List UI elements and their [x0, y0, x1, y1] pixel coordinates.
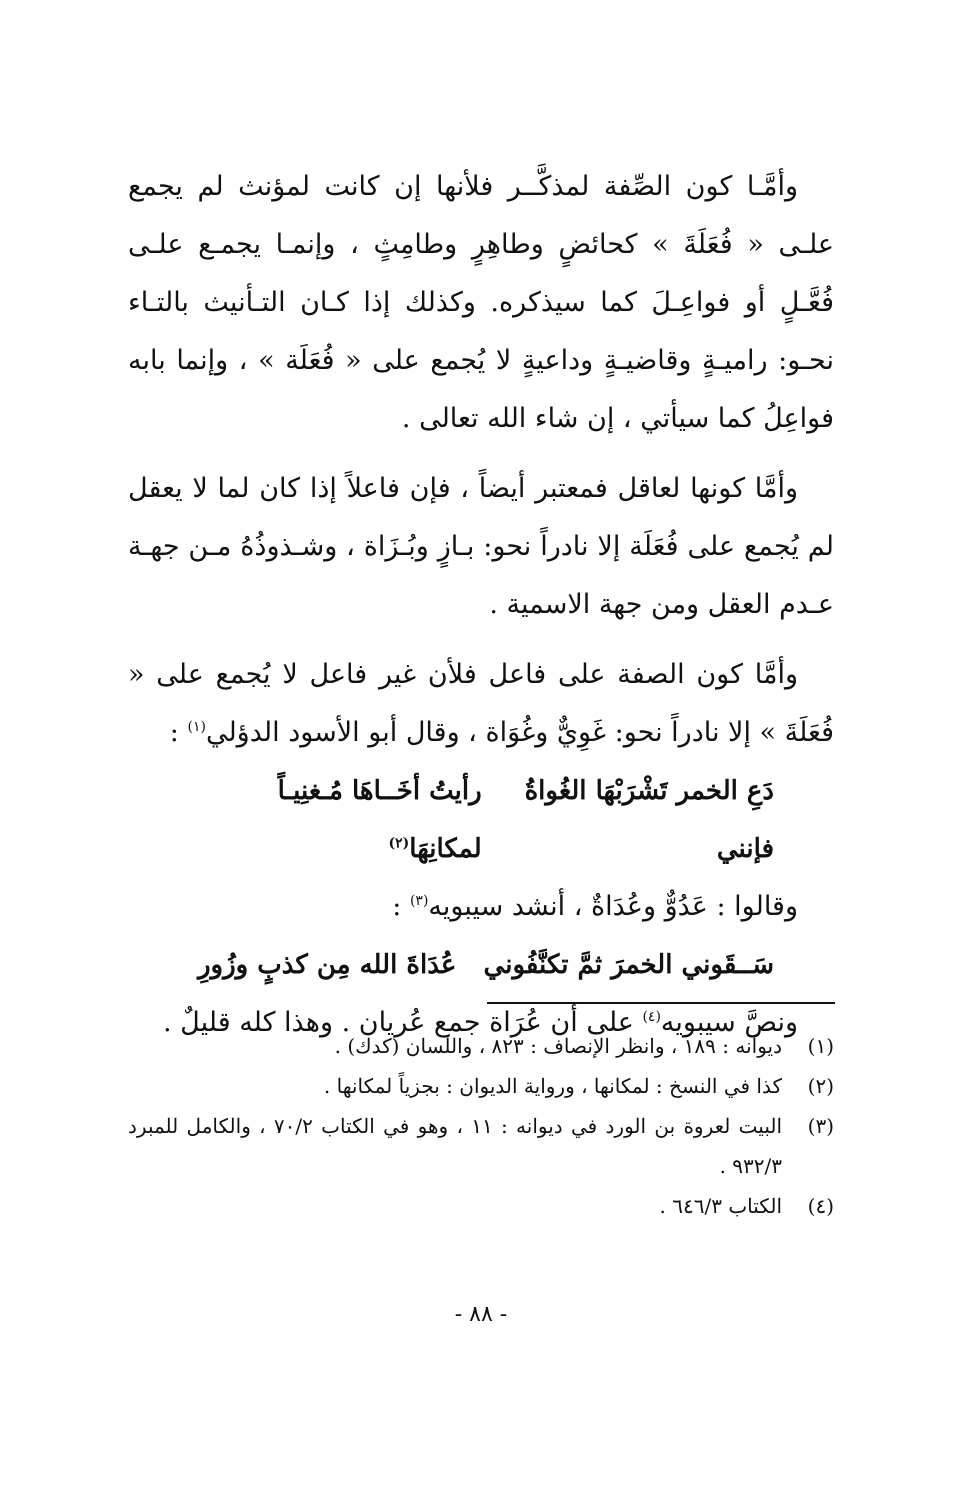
paragraph-3-end: :	[169, 717, 188, 748]
footnote-divider	[487, 1002, 835, 1004]
footnote-number: (٢)	[807, 1074, 834, 1098]
footnote-ref: (١)	[187, 719, 206, 735]
verse-1-second-hemistich	[198, 762, 482, 878]
footnote-number: (٣)	[807, 1114, 834, 1138]
footnote-text: البيت لعروة بن الورد في ديوانه : ١١ ، وهو في الكتاب ٧٠/٢ ، والكامل للمبرد ٩٣٢/٣ .	[128, 1114, 783, 1178]
main-text	[128, 158, 834, 1052]
quote-intro-line	[128, 878, 834, 936]
footnote-text: الكتاب ٦٤٦/٣ .	[659, 1194, 782, 1218]
footnote-text: ديوانه : ١٨٩ ، وانظر الإنصاف : ٨٢٣ ، واللسان (كدك) .	[334, 1034, 782, 1058]
verse-2-first-hemistich: سَــقَوني الخمرَ ثمَّ تكنَّفُوني	[483, 950, 774, 980]
paragraph-3-text: وأمَّا كون الصفة على فاعل فلأن غير فاعل لا يُجمع على « فُعَلَةَ » إلا نادراً نحو: غَوِيٌّ وغُوَاة ، وقال أبو الأسود الدؤلي	[128, 659, 834, 748]
paragraph-1: وأمَّـا كون الصِّفة لمذكَّــر فلأنها إن كانت لمؤنث لم يجمع علـى « فُعَلَةَ » كحائضٍ وطاهِرٍ وطامِثٍ ، وإنمـا يجمـع علـى فُعَّـلٍ أو فواعِـلَ كما سيذكره. وكذلك إذا كـان التـأنيث بالتـاء نحـو: راميـةٍ وقاضيـةٍ وداعيةٍ لا يُجمع على « فُعَلَة » ، وإنما بابه فواعِلُ كما سيأتي ، إن شاء الله تعالى .	[128, 171, 834, 434]
quote-intro-end: :	[392, 891, 410, 922]
footnote-1	[128, 1026, 834, 1066]
verse-1	[198, 762, 774, 878]
page-number: - ٨٨ -	[454, 1302, 508, 1327]
verse-2	[198, 936, 774, 994]
footnote-ref: (٢)	[388, 835, 410, 852]
closing-text-a: ونصَّ سيبويه	[660, 1007, 798, 1038]
footnote-number: (٤)	[807, 1194, 834, 1218]
paragraph-3	[128, 646, 834, 762]
verse-2-second-hemistich: عُدَاةَ الله مِن كذبٍ وزُورِ	[198, 950, 457, 980]
footnote-text: كذا في النسخ : لمكانها ، ورواية الديوان : بجزياً لمكانها .	[323, 1074, 782, 1098]
footnote-ref: (٤)	[642, 1009, 661, 1025]
footnote-number: (١)	[807, 1034, 834, 1058]
footnote-4	[128, 1186, 834, 1226]
paragraph-2: وأمَّا كونها لعاقل فمعتبر أيضاً ، فإن فاعلاً إذا كان لما لا يعقل لم يُجمع على فُعَلَة إلا نادراً نحو: بـازٍ وبُـزَاة ، وشـذوذُهُ مـن جهـة عـدم العقل ومن جهة الاسمية .	[128, 473, 834, 620]
footnotes	[128, 1026, 834, 1226]
footnote-3	[128, 1106, 834, 1186]
verse-1-first-hemistich: دَعِ الخمر تَشْرَبْهَا الغُواةُ فإنني	[524, 776, 774, 864]
verse-1-second-text: رأيتُ أخَــاهَا مُـغنِيـاً لمكانِهَا	[277, 776, 482, 864]
footnote-ref: (٣)	[409, 893, 429, 909]
footnote-2	[128, 1066, 834, 1106]
closing-text-b: على أن عُرَاة جمع عُريان . وهذا كله قليلٌ .	[163, 1007, 643, 1038]
quote-intro-text: وقالوا : عَدُوٌّ وعُدَاةٌ ، أنشد سيبويه	[428, 891, 798, 922]
